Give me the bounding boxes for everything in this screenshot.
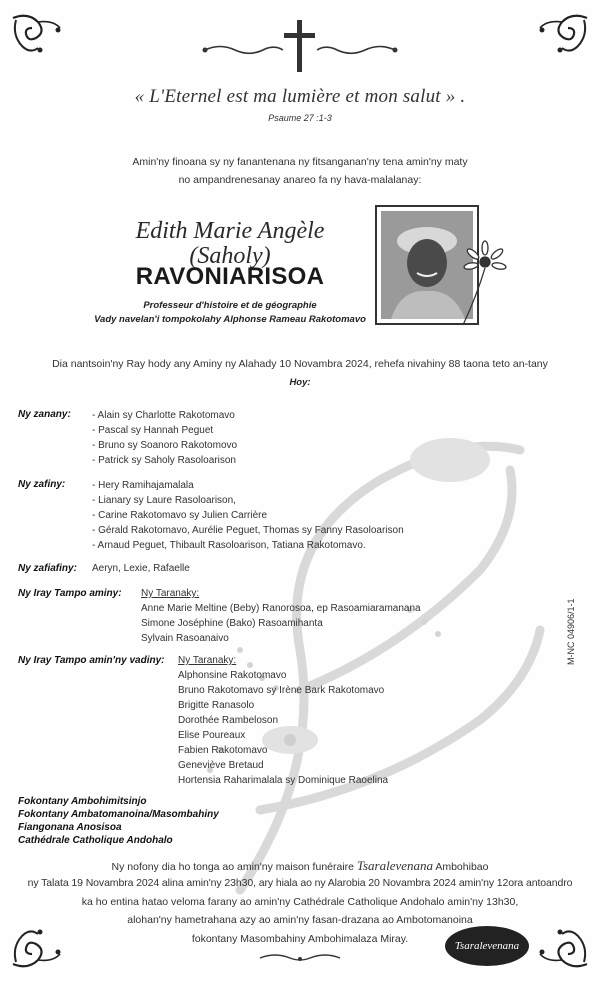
place-2: Fokontany Ambatomanoina/Masombahiny — [18, 809, 219, 820]
list-item: - Patrick sy Saholy Rasoloarison — [92, 455, 236, 466]
list-item: Simone Joséphine (Bako) Rasoamihanta — [141, 618, 323, 629]
list-item: - Hery Ramihajamalala — [92, 480, 194, 491]
intro-line-1: Amin'ny finoana sy ny fanantenana ny fitsanganan'ny tena amin'ny maty — [132, 156, 468, 168]
corner-ornament-top-left — [8, 10, 68, 60]
list-item: Fabien Rakotomavo — [178, 745, 268, 756]
list-item: Bruno Rakotomavo sy Irène Bark Rakotomavo — [178, 685, 385, 696]
funeral-home-name: Tsaralevenana — [356, 858, 433, 873]
tampo-aminy-sublabel: Ny Taranaky: — [141, 588, 200, 599]
corner-ornament-bottom-left — [8, 922, 68, 972]
funeral-line-1-pre: Ny nofony dia ho tonga ao amin'ny maison funéraire — [111, 861, 354, 873]
flower-icon — [455, 240, 515, 330]
intro-line-2: no ampandrenesanay anareo fa ny hava-malalanay: — [178, 174, 422, 186]
zafiafiny-label: Ny zafiafiny: — [18, 563, 77, 574]
funeral-line-2: ny Talata 19 Novambra 2024 alina amin'ny 23h30, ary hiala ao ny Alarobia 20 Novambra 2024 amin'ny 12ora antoandro — [27, 877, 573, 889]
deceased-spouse-line: Vady navelan'i tompokolahy Alphonse Rameau Rakotomavo — [94, 314, 366, 325]
corner-ornament-bottom-right — [532, 922, 592, 972]
corner-ornament-top-right — [532, 10, 592, 60]
funeral-line-5: fokontany Masombahiny Ambohimalaza Miray. — [191, 933, 409, 945]
deceased-nickname: (Saholy) — [189, 243, 271, 269]
list-item: - Bruno sy Soanoro Rakotomovo — [92, 440, 238, 451]
list-item: Hortensia Raharimalala sy Dominique Raoelina — [178, 775, 389, 786]
place-4: Cathédrale Catholique Andohalo — [18, 835, 173, 846]
list-item: Sylvain Rasoanaivo — [141, 633, 229, 644]
deceased-surname: RAVONIARISOA — [135, 263, 325, 290]
list-item: Elise Poureaux — [178, 730, 246, 741]
deceased-given-names: Edith Marie Angèle — [135, 218, 325, 244]
funeral-line-4: alohan'ny hametrahana azy ao amin'ny fasan-drazana ao Ambotomanoina — [127, 914, 473, 926]
list-item: Dorothée Rambeloson — [178, 715, 279, 726]
zafiny-list — [92, 478, 404, 553]
scripture-quote: « L'Eternel est ma lumière et mon salut » . — [134, 86, 466, 107]
tampo-vadiny-sublabel: Ny Taranaky: — [178, 655, 237, 666]
list-item: Anne Marie Meltine (Beby) Ranorosoa, ep Rasoamiaramanana — [141, 603, 421, 614]
zafiny-label: Ny zafiny: — [18, 479, 66, 490]
list-item: Alphonsine Rakotomavo — [178, 670, 287, 681]
list-item: - Lianary sy Laure Rasoloarison, — [92, 495, 236, 506]
list-item: - Gérald Rakotomavo, Aurélie Peguet, Thomas sy Fanny Rasoloarison — [92, 525, 404, 536]
tampo-vadiny-list — [178, 668, 388, 788]
funeral-line-1-post: Ambohibao — [435, 861, 489, 873]
tampo-aminy-list — [141, 601, 421, 646]
list-item: - Carine Rakotomavo sy Julien Carrière — [92, 510, 268, 521]
tampo-aminy-label: Ny Iray Tampo aminy: — [18, 588, 122, 599]
zanany-label: Ny zanany: — [18, 409, 71, 420]
funeral-home-logo: Tsaralevenana — [445, 926, 529, 966]
list-item: Brigitte Ranasolo — [178, 700, 255, 711]
cross-icon — [195, 15, 405, 75]
list-item: - Pascal sy Hannah Peguet — [92, 425, 214, 436]
bottom-flourish — [255, 950, 345, 966]
place-3: Fiangonana Anosisoa — [18, 822, 122, 833]
funeral-line-3: ka ho entina hatao veloma farany ao amin'ny Cathédrale Catholique Andohalo amin'ny 13h30, — [81, 896, 519, 908]
reference-code: M-NC 04906/1-1 — [566, 598, 576, 665]
funeral-line-1 — [0, 858, 600, 874]
zanany-list — [92, 408, 237, 468]
deceased-profession: Professeur d'histoire et de géographie — [143, 300, 317, 311]
hoy-label: Hoy: — [289, 377, 311, 388]
background-floral-decoration — [180, 390, 560, 910]
scripture-reference: Psaume 27 :1-3 — [268, 113, 332, 123]
place-1: Fokontany Ambohimitsinjo — [18, 796, 147, 807]
list-item: - Arnaud Peguet, Thibault Rasoloarison, Tatiana Rakotomavo. — [92, 540, 366, 551]
zafiafiny-names: Aeryn, Lexie, Rafaelle — [92, 563, 190, 574]
list-item: - Alain sy Charlotte Rakotomavo — [92, 410, 235, 421]
death-notice: Dia nantsoin'ny Ray hody any Aminy ny Alahady 10 Novambra 2024, rehefa nivahiny 88 taona teto an-tany — [52, 358, 548, 370]
list-item: Geneviève Bretaud — [178, 760, 264, 771]
tampo-vadiny-label: Ny Iray Tampo amin'ny vadiny: — [18, 655, 165, 666]
